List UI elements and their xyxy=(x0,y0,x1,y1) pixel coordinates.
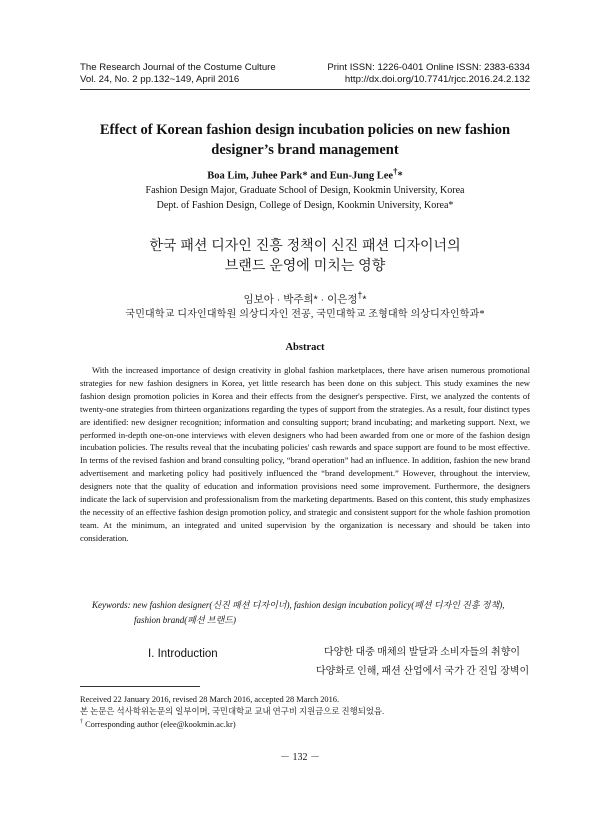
author-names: Boa Lim, Juhee Park* and Eun-Jung Lee xyxy=(207,170,394,182)
korean-corresponding-dagger: † xyxy=(357,290,363,300)
page-number: － 132 － xyxy=(280,752,320,763)
intro-line-1: 다양한 대중 매체의 발달과 소비자들의 취향이 xyxy=(324,647,521,658)
abstract-text: With the increased importance of design creativity in global fashion marketplaces, there have arisen numerous promotional strategies for new fashion designers in Korea, yet little research has been done on this subject. This study examines the new fashion design promotion policies in Korea and their effects from the designer's perspective. First, we analyzed the contents of twenty-one strategies from thirteen organizations regarding the types of support from the strategies. As a result, four distinct types are identified: new designer recognition; information and consulting support; brand incubating; and marketing support. Next, we performed in-depth one-on-one interviews with eleven designers who had been awarded from one or more of the fashion design incubation policies. The results reveal that the incubating policies' cash rewards and space support are found to be most effective. In terms of the revised fashion and brand consulting policy, “brand operation” had an influence. In addition, fashion the new brand advertisement and marketing policy had positively influenced the “brand development.” However, throughout the interview, designers note that the quality of education and information provisions need some improvement. Furthermore, the designers indicate the lack of supervision and professionalism from the marketing departments. Based on this content, this study emphasizes the necessity of an effective fashion design promotion policy, and strategic and consistent support for the whole fashion promotion team. At the minimum, an integrated and united supervision by the organization is necessary and should be taken into consideration. xyxy=(80,365,530,543)
section-heading-introduction: I. Introduction xyxy=(148,648,218,660)
korean-title xyxy=(60,235,550,275)
abstract-heading: Abstract xyxy=(285,342,325,353)
paper-title xyxy=(60,120,550,160)
introduction-text xyxy=(316,643,536,681)
header-divider xyxy=(80,89,530,90)
title-line-1: Effect of Korean fashion design incubation policies on new fashion xyxy=(99,122,511,138)
funding-note: 본 논문은 석사학위논문의 일부이며, 국민대학교 교내 연구비 지원금으로 진행되었음. xyxy=(80,706,385,716)
journal-header xyxy=(80,62,530,86)
footnotes xyxy=(80,694,530,730)
title-line-2: designer’s brand management xyxy=(211,142,399,158)
keywords-label: Keywords: xyxy=(92,600,131,610)
korean-author-star: * xyxy=(362,293,367,306)
affiliation-2: Dept. of Fashion Design, College of Design, Kookmin University, Korea* xyxy=(156,200,454,211)
corresponding-author: Corresponding author (elee@kookmin.ac.kr) xyxy=(85,719,236,729)
footnote-divider xyxy=(80,686,200,687)
corresponding-dagger: † xyxy=(393,166,398,176)
author-list xyxy=(60,166,550,182)
intro-line-2: 다양화로 인해, 패션 산업에서 국가 간 진입 장벽이 xyxy=(316,666,530,677)
volume-info: Vol. 24, No. 2 pp.132~149, April 2016 xyxy=(80,74,240,85)
author-star: * xyxy=(397,170,403,182)
journal-name: The Research Journal of the Costume Culture xyxy=(80,62,276,73)
keywords xyxy=(92,598,532,628)
issn: Print ISSN: 1226-0401 Online ISSN: 2383-6334 xyxy=(327,62,530,73)
korean-author-names: 임보아 · 박주희* · 이은정 xyxy=(243,293,358,306)
affiliation-1: Fashion Design Major, Graduate School of Design, Kookmin University, Korea xyxy=(145,185,465,196)
korean-affiliation: 국민대학교 디자인대학원 의상디자인 전공, 국민대학교 조형대학 의상디자인학과* xyxy=(125,309,485,320)
footnote-dagger: † xyxy=(80,719,83,725)
doi-link[interactable]: http://dx.doi.org/10.7741/rjcc.2016.24.2.132 xyxy=(344,74,530,85)
korean-title-line-1: 한국 패션 디자인 진흥 정책이 신진 패션 디자이너의 xyxy=(149,237,461,253)
korean-title-line-2: 브랜드 운영에 미치는 영향 xyxy=(224,257,386,273)
keywords-line-2: fashion brand(패션 브랜드) xyxy=(134,615,236,625)
keywords-line-1: new fashion designer(신진 패션 디자이너), fashion design incubation policy(패션 디자인 진흥 정책), xyxy=(132,600,505,610)
received-dates: Received 22 January 2016, revised 28 March 2016, accepted 28 March 2016. xyxy=(80,695,340,704)
